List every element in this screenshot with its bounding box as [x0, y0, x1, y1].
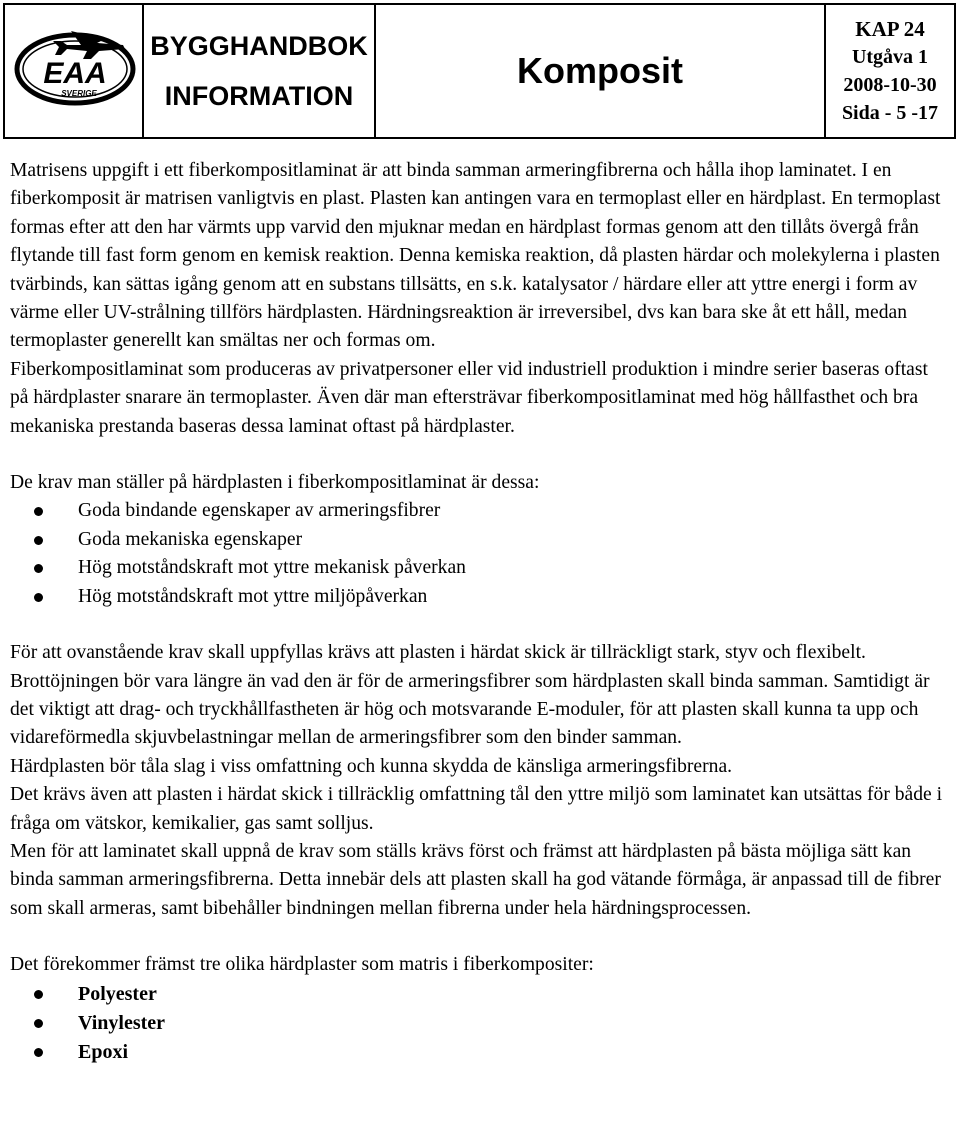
chapter-label: KAP 24: [855, 17, 925, 41]
page-title: Komposit: [517, 50, 683, 91]
bullet-icon: [34, 1019, 43, 1028]
requirements-intro: De krav man ställer på härdplasten i fiberkompositlaminat är dessa:: [10, 472, 540, 494]
list-item: Epoxi: [10, 1038, 945, 1067]
info-cell: [144, 5, 376, 137]
title-cell: [376, 5, 826, 137]
information-label: INFORMATION: [164, 80, 354, 111]
list-item: Hög motståndskraft mot yttre miljöpåverkan: [10, 583, 945, 611]
list-item: Goda mekaniska egenskaper: [10, 526, 945, 554]
types-list: [10, 980, 945, 1068]
list-item: Polyester: [10, 980, 945, 1009]
types-intro: Det förekommer främst tre olika härdplaster som matris i fiberkompositer:: [10, 954, 594, 976]
bullet-icon: [34, 990, 43, 999]
svg-text:SVERIGE: SVERIGE: [61, 89, 97, 98]
bullet-icon: [34, 1048, 43, 1057]
page-header: [3, 3, 956, 139]
page-number: Sida - 5 -17: [841, 102, 939, 124]
list-item: Hög motståndskraft mot yttre mekanisk påverkan: [10, 554, 945, 582]
logo-cell: [5, 5, 144, 137]
paragraph: Men för att laminatet skall uppnå de krav som ställs krävs först och främst att härdplasten på bästa möjliga sätt kan binda samman armeringsfibrerna. Detta innebär dels att plasten skall ha god vätande förmåga, är anpassad till de fibrer som skall armeras, samt bibehåller bindningen mellan fibrerna under hela härdningsprocessen.: [10, 840, 941, 919]
paragraph: Det krävs även att plasten i härdat skick i tillräcklig omfattning tål den yttre miljö som laminatet kan utsättas för både i fråga om vätskor, kemikalier, gas samt solljus.: [10, 784, 943, 834]
meta-cell: [826, 5, 954, 137]
paragraph: För att ovanstående krav skall uppfyllas krävs att plasten i härdat skick är tillräckligt stark, styv och flexibelt. Brottöjningen bör vara längre än vad den är för de armeringsfibrer som härdplasten skall binda samman. Samtidigt är det viktigt att drag- och tryckhållfastheten är hög och motsvarande E-moduler, för att plasten skall kunna ta upp och vidareförmedla skjuvbelastningar mellan de armeringsfibrer som den binder samman.: [10, 642, 930, 749]
paragraph: Härdplasten bör tåla slag i viss omfattning och kunna skydda de känsliga armeringsfibrerna.: [10, 755, 733, 777]
eaa-logo: [13, 25, 137, 109]
handbook-label: BYGGHANDBOK: [150, 30, 368, 61]
date-label: 2008-10-30: [843, 74, 937, 96]
bullet-icon: [34, 593, 43, 602]
requirements-list: [10, 497, 945, 611]
bullet-icon: [34, 507, 43, 516]
paragraph: Fiberkompositlaminat som produceras av privatpersoner eller vid industriell produktion i mindre serier baseras oftast på härdplaster snarare än termoplaster. Även där man eftersträvar fiberkompositlaminat med hög hållfasthet och bra mekaniska prestanda baseras dessa laminat oftast på härdplaster.: [10, 358, 928, 437]
list-item: Goda bindande egenskaper av armeringsfibrer: [10, 497, 945, 525]
edition-label: Utgåva 1: [851, 46, 929, 68]
list-item: Vinylester: [10, 1009, 945, 1038]
svg-text:EAA: EAA: [43, 57, 107, 90]
bullet-icon: [34, 564, 43, 573]
paragraph: Matrisens uppgift i ett fiberkompositlaminat är att binda samman armeringfibrerna och hålla ihop laminatet. I en fiberkomposit är matrisen vanligtvis en plast. Plasten kan antingen vara en termoplast eller en härdplast. En termoplast formas efter att den har värmts upp varvid den mjuknar medan en härdplast formas genom att den tillåts övergå från flytande till fast form genom en kemisk reaktion. Denna kemiska reaktion, då plasten härdar och molekylerna i plasten tvärbinds, kan sättas igång genom att en substans tillsätts, en s.k. katalysator / härdare eller att yttre energi i form av värme eller UV-strålning tillförs härdplasten. Härdningsreaktion är irreversibel, dvs kan bara ske åt ett håll, medan termoplaster generellt kan smältas ner och formas om.: [10, 160, 941, 352]
document-body: [10, 157, 945, 1068]
bullet-icon: [34, 536, 43, 545]
